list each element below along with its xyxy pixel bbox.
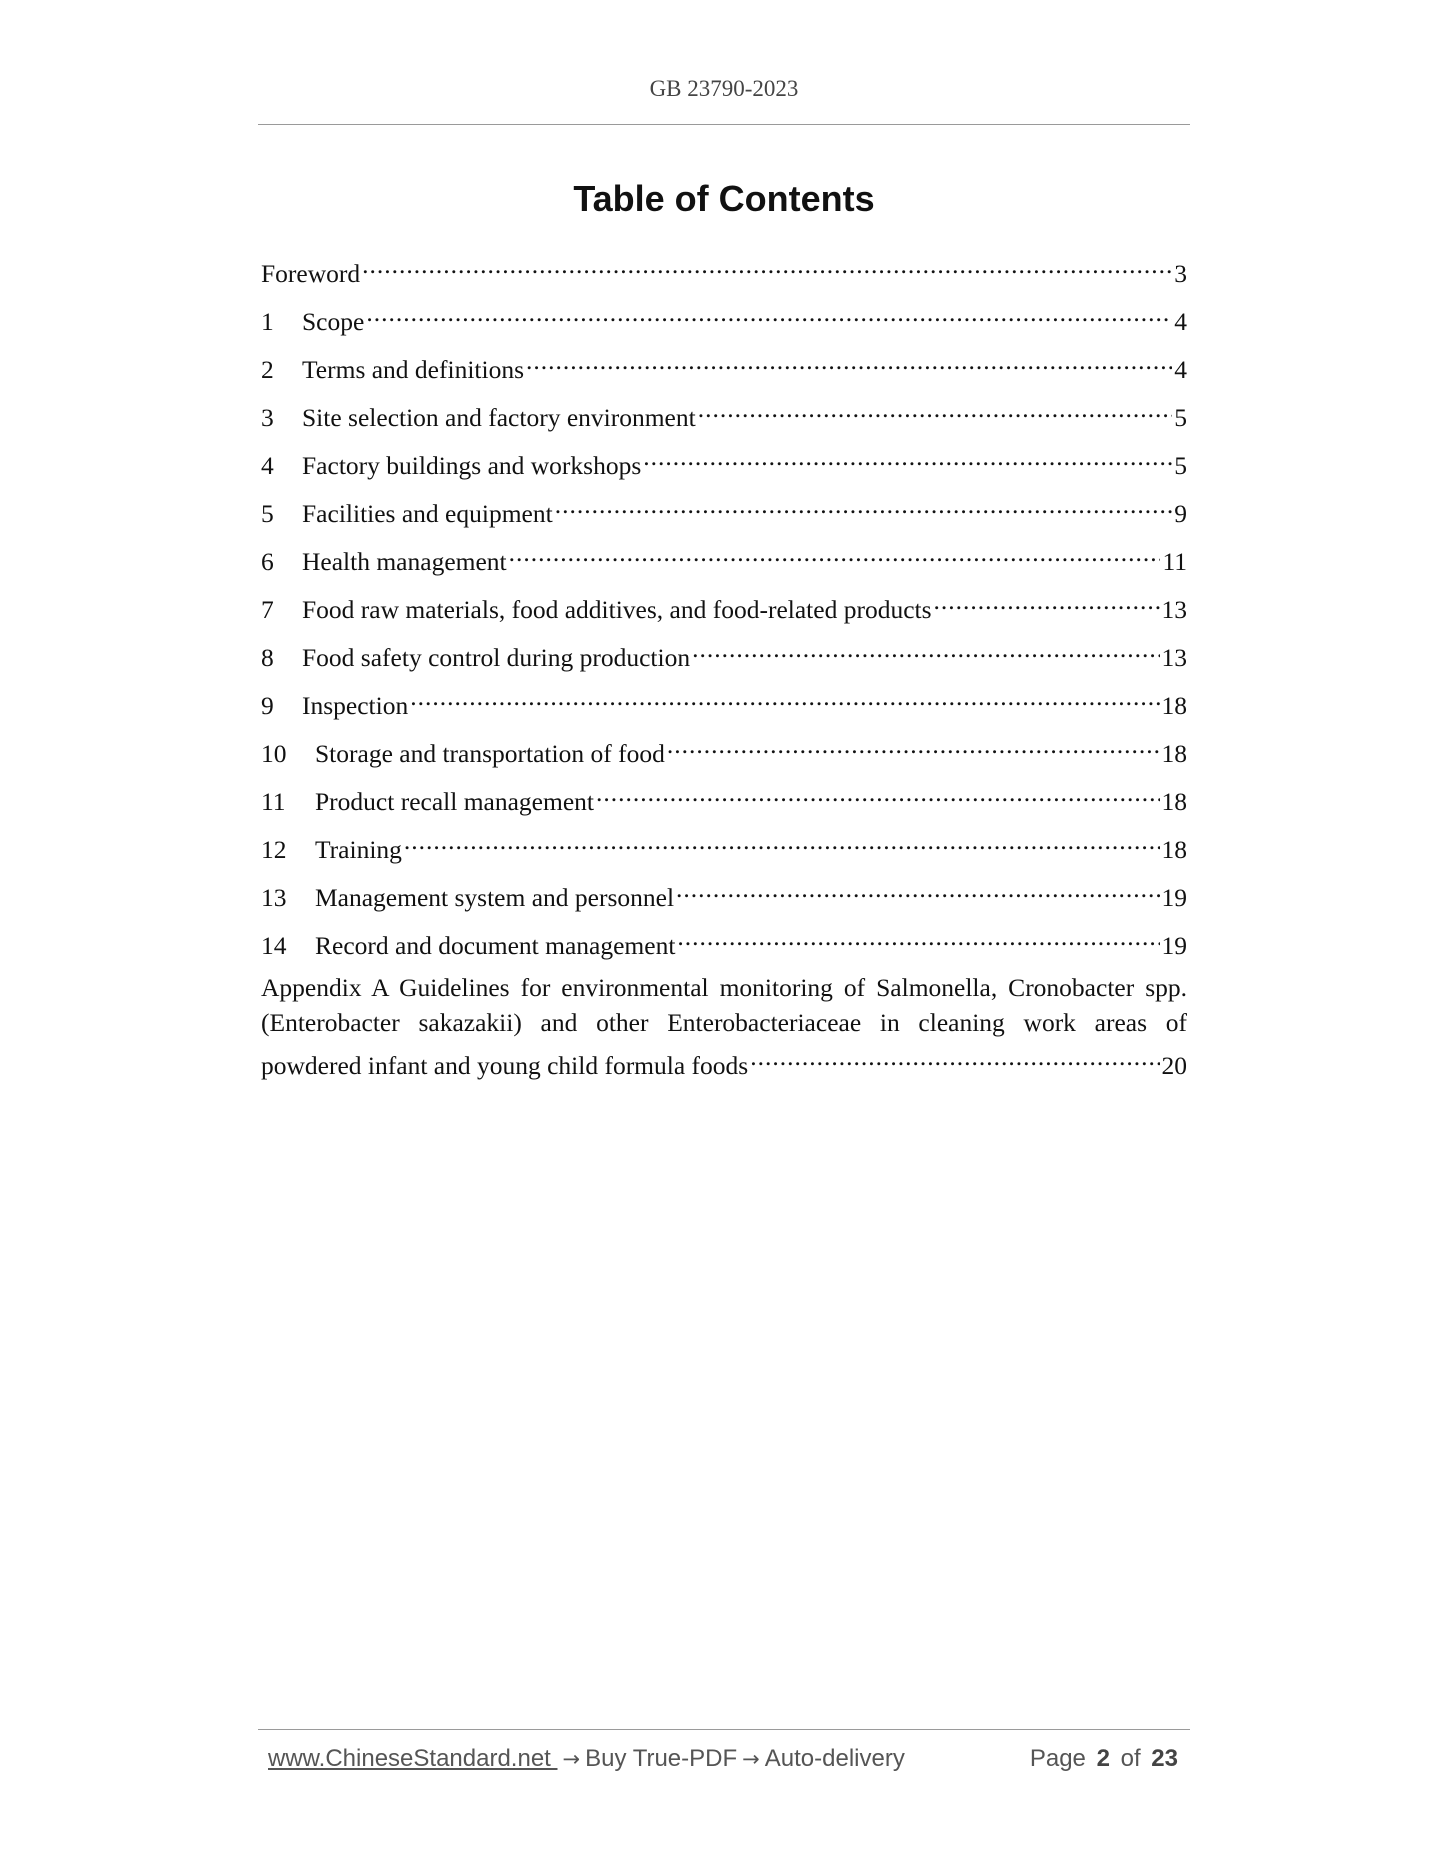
toc-entry-5[interactable]: [261, 488, 1187, 528]
toc-entry-13[interactable]: [261, 872, 1187, 912]
toc-entry-page: 13: [1161, 595, 1187, 624]
current-page-number: 2: [1096, 1745, 1110, 1772]
appendix-title-line-3-row: [261, 1040, 1187, 1080]
dot-leader: [555, 488, 1173, 522]
dot-leader: [596, 776, 1160, 810]
dot-leader: [698, 392, 1173, 426]
toc-entry-title: Storage and transportation of food: [315, 739, 665, 768]
toc-entry-title: Product recall management: [315, 787, 594, 816]
toc-entry-appendix-a[interactable]: [261, 970, 1187, 1080]
toc-entry-number: 5: [261, 499, 274, 528]
dot-leader: [934, 584, 1160, 618]
toc-entry-title: Scope: [302, 307, 365, 336]
dot-leader: [677, 920, 1159, 954]
dot-leader: [404, 824, 1160, 858]
toc-entry-page: 11: [1162, 547, 1187, 576]
toc-entry-title: Factory buildings and workshops: [302, 451, 642, 480]
toc-entry-number: 6: [261, 547, 274, 576]
toc-entry-title: Management system and personnel: [315, 883, 675, 912]
dot-leader: [526, 344, 1172, 378]
toc-entry-6[interactable]: [261, 536, 1187, 576]
document-id-header: GB 23790-2023: [649, 76, 799, 101]
toc-entry-title: Food safety control during production: [302, 643, 691, 672]
dot-leader: [667, 728, 1160, 762]
footer-promo: [268, 1745, 905, 1773]
dot-leader: [692, 632, 1159, 666]
dot-leader: [676, 872, 1159, 906]
arrow-right-icon: →: [562, 1747, 581, 1771]
toc-entry-page: 4: [1174, 355, 1187, 384]
toc-entry-page: 5: [1174, 451, 1187, 480]
toc-entry-page: 4: [1174, 307, 1187, 336]
toc-entry-page: 18: [1161, 739, 1187, 768]
dot-leader: [366, 296, 1172, 330]
toc-entry-12[interactable]: [261, 824, 1187, 864]
toc-entry-number: 8: [261, 643, 274, 672]
dot-leader: [643, 440, 1172, 474]
toc-entry-title: Record and document management: [315, 931, 676, 960]
toc-entry-title: Inspection: [302, 691, 409, 720]
page-indicator: [1030, 1745, 1182, 1773]
toc-entry-number: 10: [261, 739, 287, 768]
appendix-title-line-1: Appendix A Guidelines for environmental monitoring of Salmonella, Cronobacter spp.: [261, 973, 1187, 1002]
toc-entry-title: Health management: [302, 547, 507, 576]
toc-entry-8[interactable]: [261, 632, 1187, 672]
toc-entry-page: 18: [1161, 835, 1187, 864]
toc-entry-number: 3: [261, 403, 274, 432]
appendix-title-line-3: powdered infant and young child formula foods: [261, 1051, 749, 1080]
toc-entry-number: 14: [261, 931, 287, 960]
appendix-title-line-2: (Enterobacter sakazakii) and other Enterobacteriaceae in cleaning work areas of: [261, 1008, 1187, 1037]
buy-true-pdf-text: Buy True-PDF: [585, 1745, 738, 1772]
toc-entry-page: 18: [1161, 691, 1187, 720]
toc-entry-7[interactable]: [261, 584, 1187, 624]
of-label: of: [1120, 1745, 1141, 1772]
toc-entry-title: Terms and definitions: [302, 355, 525, 384]
toc-entry-11[interactable]: [261, 776, 1187, 816]
toc-entry-page: 19: [1161, 931, 1187, 960]
toc-entry-9[interactable]: [261, 680, 1187, 720]
toc-entry-number: 7: [261, 595, 274, 624]
page-label: Page: [1029, 1745, 1086, 1772]
toc-entry-14[interactable]: [261, 920, 1187, 960]
dot-leader: [362, 248, 1172, 282]
toc-entry-page: 18: [1161, 787, 1187, 816]
toc-entry-1[interactable]: [261, 296, 1187, 336]
toc-entry-page: 3: [1174, 259, 1187, 288]
toc-entry-page: 20: [1161, 1051, 1187, 1080]
toc-entry-page: 5: [1174, 403, 1187, 432]
auto-delivery-text: Auto-delivery: [764, 1745, 905, 1772]
page-footer: [268, 1745, 1182, 1773]
toc-entry-title: Food raw materials, food additives, and food-related products: [302, 595, 932, 624]
toc-entry-page: 9: [1174, 499, 1187, 528]
toc-entry-2[interactable]: [261, 344, 1187, 384]
toc-entry-10[interactable]: [261, 728, 1187, 768]
arrow-right-icon: →: [742, 1747, 760, 1771]
toc-entry-title: Foreword: [261, 259, 361, 288]
toc-entry-number: 1: [261, 307, 274, 336]
dot-leader: [509, 536, 1161, 570]
toc-entry-3[interactable]: [261, 392, 1187, 432]
toc-entry-title: Site selection and factory environment: [302, 403, 696, 432]
toc-entry-foreword[interactable]: [261, 248, 1187, 288]
footer-divider: [258, 1729, 1190, 1730]
toc-entry-number: 2: [261, 355, 274, 384]
header-divider: [258, 124, 1190, 125]
toc-entry-title: Training: [315, 835, 402, 864]
toc-entry-number: 13: [261, 883, 287, 912]
toc-entry-page: 19: [1161, 883, 1187, 912]
toc-entry-number: 11: [261, 787, 286, 816]
table-of-contents: [261, 248, 1187, 968]
toc-entry-page: 13: [1161, 643, 1187, 672]
toc-entry-title: Facilities and equipment: [302, 499, 553, 528]
dot-leader: [410, 680, 1159, 714]
toc-entry-number: 4: [261, 451, 274, 480]
website-link[interactable]: www.ChineseStandard.net: [268, 1745, 558, 1772]
page-title: Table of Contents: [573, 178, 875, 219]
toc-entry-number: 9: [261, 691, 274, 720]
toc-entry-4[interactable]: [261, 440, 1187, 480]
toc-entry-number: 12: [261, 835, 287, 864]
dot-leader: [750, 1040, 1159, 1074]
total-page-count: 23: [1151, 1745, 1178, 1772]
